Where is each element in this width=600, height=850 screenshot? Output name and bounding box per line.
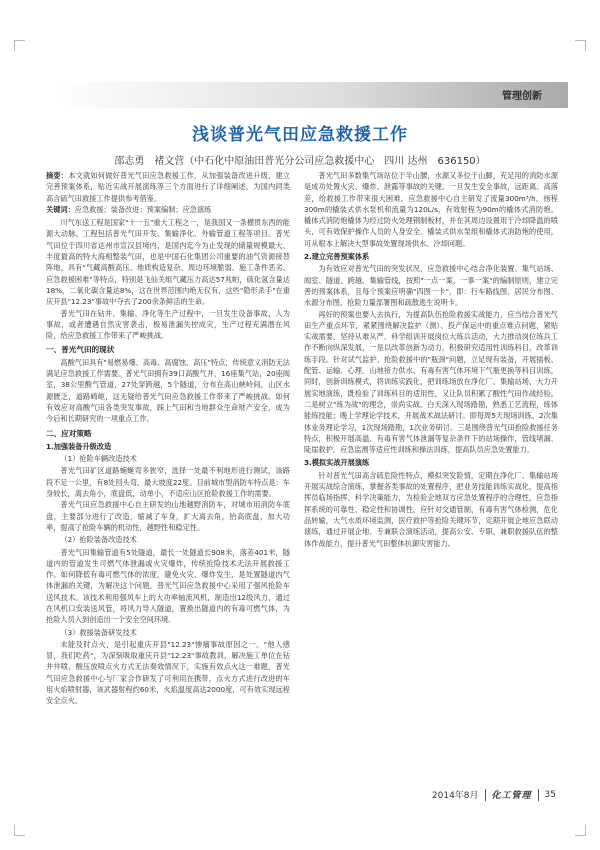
header-band <box>52 82 568 108</box>
crop-mark-bottom-left <box>14 825 25 836</box>
subsection-heading: 1.加强装备升级改造 <box>46 441 112 451</box>
keywords-label: 关键词： <box>46 204 75 214</box>
body-paragraph-continued: 未能及时点火，是引起重庆开县"12.23"惨痛事故原因之一。"他人感冒，我们吃药"，为深刻吸取重庆开县"12.23"事故教训，解决施工单位在钻井井喷、酸压放喷点火方式无法奏效情况下，实施有效点火这一难题，普光气田应急救援中心与厂家合作研发了可利用在携带，点火方式进行改进的车用火焰喷射器，该武器射程约60米，火焰温度高达2000度，可有效实现远程安全点火。 <box>46 639 290 706</box>
body-paragraph: 普光气田矿区道路蜿蜒弯多狭窄，选择一处最不利地形进行测试，该路段不足一公里，有8处回头弯，最大坡度22度。目前城市型消防车特点是：车身较长，离去角小，底盘低，动单小，不适应山区抢险救援工作的需要。 <box>46 466 290 499</box>
footer-divider <box>485 789 486 801</box>
abstract-text: 本文就如何做好普光气田应急救援工作，从加强装备改进升级、建立完善预案体系，贴近实战开展演练等三个方面进行了详细阐述，为国内同类高含硫气田救援工作提供参考借鉴。 <box>46 171 290 203</box>
subsubsection-heading: （1）抢险车辆改造技术 <box>60 454 137 464</box>
subsection-heading: 2.建立完善预案体系 <box>304 252 370 262</box>
keywords-text: 应急救援；装备改进；预案编制；应急演练 <box>74 204 212 214</box>
crop-mark-bottom-right <box>575 825 586 836</box>
journal-name: 化工管理 <box>491 791 532 801</box>
article-title: 浅谈普光气田应急救援工作 <box>192 125 408 145</box>
subsubsection-heading: （3）救援装备研发技术 <box>60 627 137 637</box>
body-paragraph: 普光气田应急救援中心自主研发的山地越野消防车，对城市用消防车底盘，主要部分进行了改造，缩减了车身，扩大离去角，抬高底盘，加大功率，提高了抢险车辆的机动性，越野性和稳定性。 <box>46 500 290 532</box>
page-number: 35 <box>544 789 556 800</box>
body-paragraph: 高酸气田具有"易燃易爆、高毒、高腐蚀、高压"特点，传统意义消防无法满足应急救援工作需要。普光气田拥有39口高酸气井，16座集气站，20座阀室，38公里酸气管道，27处穿跨越，5个隧道，分布在高山峡岭间，山区水源匮乏，道路崎岖，这无疑给普光气田应急救援工作带来了严峻挑战。如何有效应对高酸气田各类突发事故，踩上气田和当地群众生命财产安全，成为今后和长期研究的一项重点工作。 <box>46 357 290 424</box>
subsection-heading: 3.模拟实战开展演练 <box>304 458 370 468</box>
abstract-label: 摘要： <box>46 171 69 180</box>
body-paragraph: 为有效应对普光气田的突发状况，应急救援中心结合净化装置、集气站场、阀室、隧道、跨越、集输管线，按照"一点一案、一事一案"的编制原则，建立完善的预案体系，且每个预案应明确"四图一卡"，即：行车路线图、居民分布图、水源分布图，抢险力量部署图和疏散逃生说明卡。 <box>304 264 558 308</box>
subsubsection-heading: （2）抢险装备改造技术 <box>60 535 137 545</box>
issue-date: 2014年8月 <box>431 791 479 801</box>
section-heading: 一、普光气田的现状 <box>46 345 115 355</box>
left-column <box>46 170 290 707</box>
intro-paragraph: 川气东送工程是国家"十一五"重大工程之一，是我国又一条横贯东西的能源大动脉。工程包括普光气田开发、集输净化、外输管道工程等项目。普光气田位于四川省达州市宣汉县境内，是国内迄今为止发现的储量规模最大、丰度最高的特大海相整装气田，也是中国石化集团公司重要的油气资源接替阵地，具有"气藏高酸高压、地质构造复杂、周边环境脆弱、施工条件恶劣、应急救援困难"等特点，特别是飞仙关组气藏压力高达57兆帕，硫化氢含量达18%，二氧化碳含量达8%，这在世界范围内绝无仅有，这些"隐形杀手"在重庆开县"12.23"事故中夺去了200余条鲜活的生命。 <box>46 218 290 307</box>
right-column <box>304 170 558 549</box>
keywords <box>46 204 290 215</box>
section-heading: 二、应对策略 <box>46 428 92 438</box>
body-paragraph: 再好的预案也要人去执行，为提高队伍抢险救援实战能力，应当结合普光气田生产重点环节，紧紧围绕解决监护（测）、投产保运中的重点难点问题，紧贴实战需要，坚持从难从严、科学组训开展岗位大练兵活动，大力推动岗位练兵工作不断向纵深发展，一是以改革创新为动力，积极研究适用性训练科目，改革训练手段。针对试气监护、抢险救援中的"瓶颈"问题，立足现有装备，开展插板、配管、运输、心理、山地接力供水、有毒有害气体环境下气瓶更换等科目训练，同时，创新训练模式，将训练实践化，把训练场放在净化厂、集输站场，大力开展实地演练，既检验了训练科目的适用性，又让队员积累了酸性气田作战经验。二是树立"练为战"的理念，崇尚实战。白天深入现场踏勘，熟悉工艺流程，练体能练技能；晚上学理论学技术，开展战术战法研讨。即每周5天现场训练，2次集体业务理论学习，1次现场踏勘，1次业务研讨。三是围绕普光气田抢险救援任务特点，积极开展高温、有毒有害气体泄漏等复杂条件下的站场操作，管线堵漏、陡崖救护，应急监测等适应性训练和操法训练，提高队员应急处置能力。 <box>304 309 558 455</box>
page-footer <box>432 788 556 801</box>
abstract <box>46 170 290 204</box>
intro-paragraph: 普光气田在钻井、集输、净化等生产过程中，一旦发生设备事故，人为事故，或者遭遇自然灾害袭击，极易泄漏失控成灾，生产过程充满潜在风险，给应急救援工作带来了严峻挑战。 <box>46 308 290 341</box>
crop-mark-top-right <box>575 40 586 51</box>
crop-mark-top-left <box>14 40 25 51</box>
body-paragraph: 针对普光气田高含硫危险性特点，模拟突发险情，定期在净化厂、集输站场开展实战综合演练，掌握各类事故的处置程序，把业务技能训练实战化，提高指挥员临场指挥、科学决策能力，为检验企地双方应急处置程序的合理性，应急指挥系统的可靠性、稳定性和协调性，应针对交通管制，有毒有害气体检测，危化品转输，大气水质环境监测，医疗救护等抢险关键环节，定期开展企地应急联动演练，通过开展企地、专兼联合演练活动，提高公安、专职、兼职救援队伍的整体作战能力，提升普光气田整体抗御灾害能力。 <box>304 470 558 548</box>
article-authors: 邵志勇 褚文营（中石化中原油田普光分公司应急救援中心 四川 达州 636150） <box>114 156 486 167</box>
footer-divider <box>538 789 539 801</box>
column-tag: 管理创新 <box>502 91 542 102</box>
body-paragraph: 普光气田多数集气场站位于半山腰，水源又多位于山脚，充足用的消防水源是成功处置火灾、爆炸、泄露等事故的关键。一旦发生安全事故，远距离、高落差，给救援工作带来很大困难。应急救援中心自主研发了流量300m³/h，扬程300m的橇装式供水泵机和流量为120L/s，有效射程为90m的橇体式消防炮。橇体式消防炮橇体为经过防火处理钢制板材，并在其周边设置用于冷却降温的喷头，可有效保护操作人员的人身安全。橇装式供水泵组和橇体式消防炮的使用，可从根本上解决大型事故处置现场供水、冷却问题。 <box>304 171 558 248</box>
body-paragraph: 普光气田集输管道有5处隧道，最长一处隧道长908米，落差401米，隧道内的管道发生可燃气体泄漏或火灾爆炸，传统抢险技术无法开展救援工作。如何降低有毒可燃气体的浓度，避免火灾、爆炸发生，是处置隧道内气体泄漏的关键，为解决这个问题，普光气田应急救援中心采用了强风抢险车送风技术。该技术利用强风车上的大功率轴流风机，制造出12级风力，通过在风机口安装送风管，将风力导入隧道，置换出隧道内的有毒可燃气体，为抢险人员入到创造出一个安全空间环境。 <box>46 547 290 625</box>
